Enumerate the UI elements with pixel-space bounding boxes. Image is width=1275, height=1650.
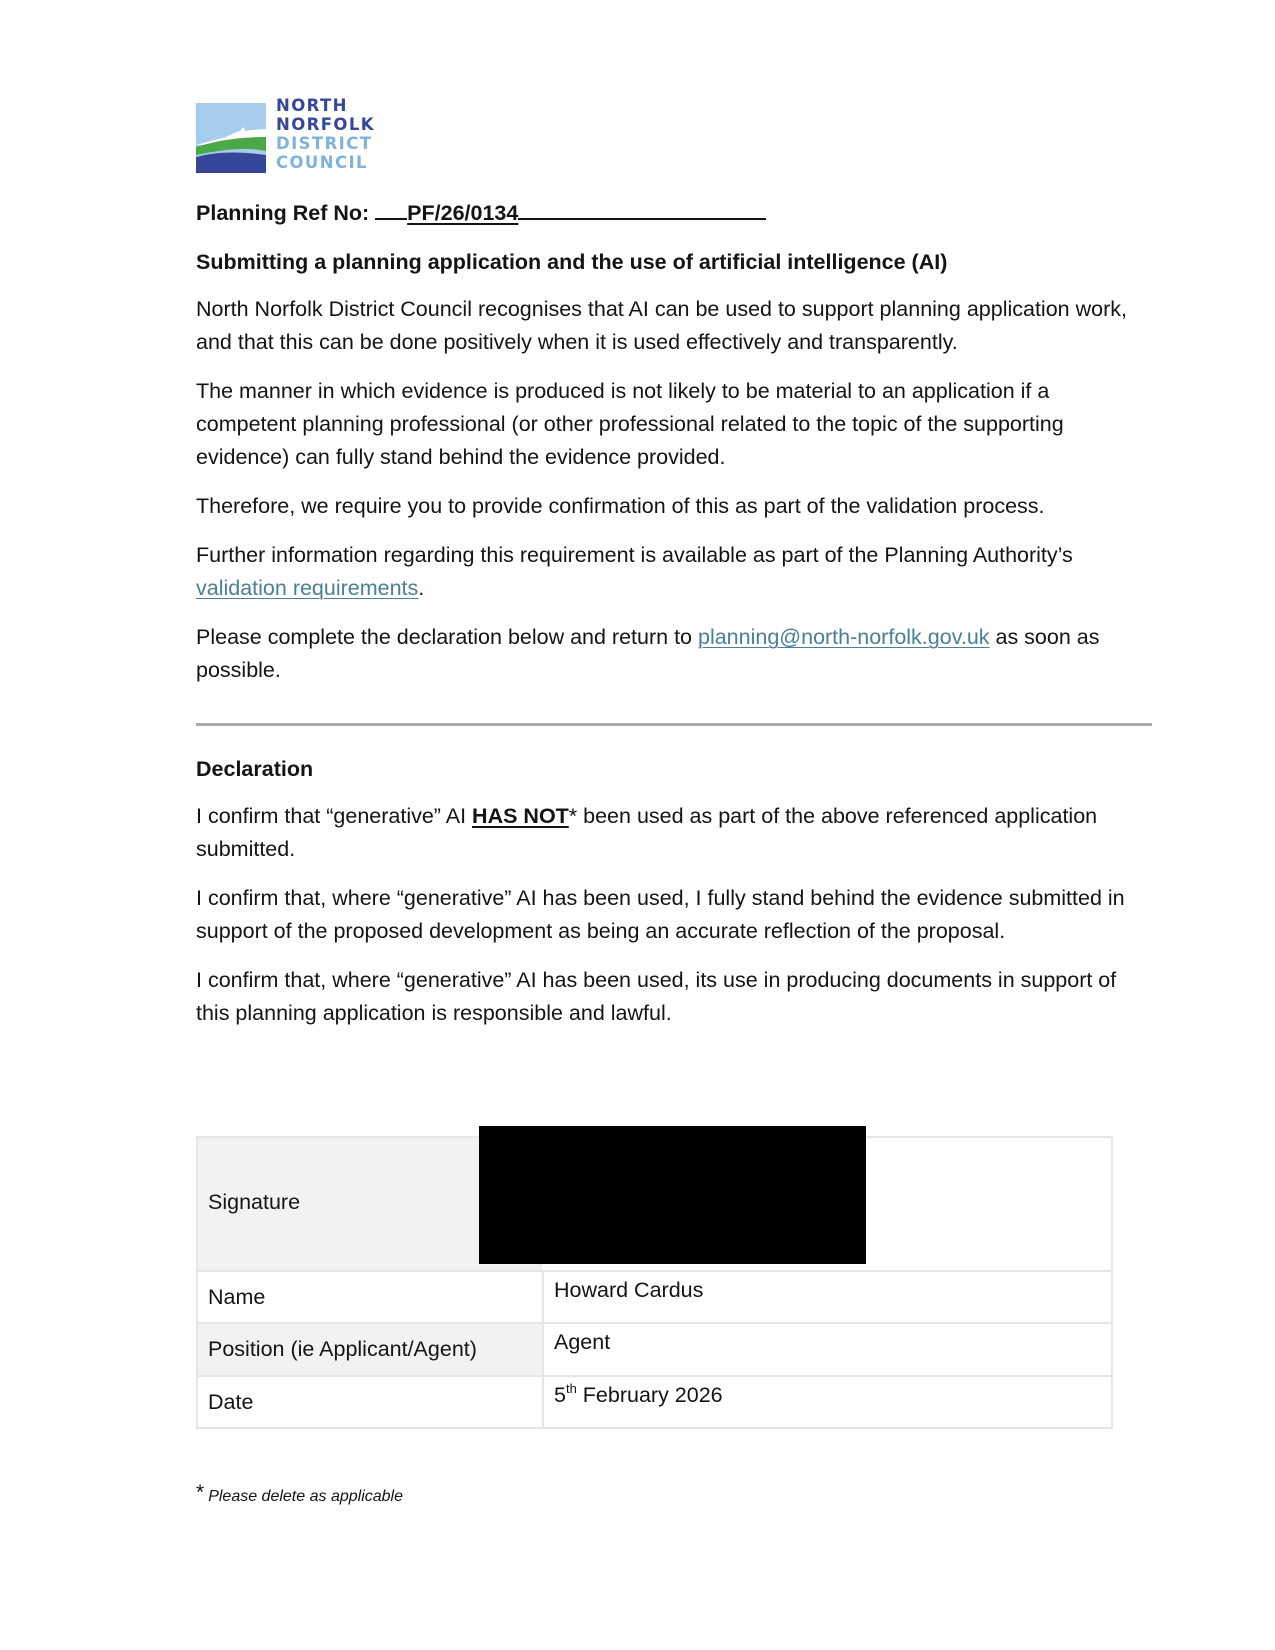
declaration-stand-behind: I confirm that, where “generative” AI has been used, I fully stand behind the evidence submitted in support of the proposed development as being an accurate reflection of the proposal. [196,886,1125,943]
declaration-not-used [196,800,1152,866]
planning-ref-line [196,196,1152,228]
date-label: Date [208,1389,254,1414]
page-title: Submitting a planning application and the use of artificial intelligence (AI) [196,250,948,274]
further-info-end: . [418,576,425,600]
position-label: Position (ie Applicant/Agent) [198,1324,542,1375]
paragraph-evidence: The manner in which evidence is produced is not likely to be material to an application if a competent planning professional (or other professional related to the topic of the supporting evidence) can fully stand behind the evidence provided. [196,379,1064,469]
logo-line-north: NORTH [276,96,348,115]
position-row [198,1322,1111,1375]
date-month-year: February 2026 [576,1383,723,1407]
footnote-star: * [196,1481,205,1504]
declaration-lawful: I confirm that, where “generative” AI has been used, its use in producing documents in support of this planning application is responsible and lawful. [196,968,1117,1025]
council-logo-text [276,96,375,172]
date-value[interactable] [542,1377,1111,1427]
document-page [196,96,1152,1030]
date-ordinal: th [565,1381,577,1396]
position-value[interactable]: Agent [542,1324,1111,1375]
return-text: Please complete the declaration below and return to [196,625,698,649]
date-day: 5 [554,1383,566,1407]
council-logo-icon [196,103,266,173]
declaration-heading: Declaration [196,757,314,781]
declaration-not-used-rest: * been used as part of the above referenced application submitted. [196,804,1098,861]
has-not-emphasis: HAS NOT [472,804,569,828]
return-text-end: as soon as possible. [196,625,1100,682]
ref-underline-lead [375,196,407,220]
ref-underline-trail [518,196,766,220]
signature-redaction [479,1126,866,1264]
section-divider [196,723,1152,726]
further-info-text: Further information regarding this requirement is available as part of the Planning Authority’s [196,543,1073,567]
footnote [196,1481,403,1506]
declaration-not-used-lead: I confirm that “generative” AI [196,804,473,828]
logo-line-district: DISTRICT [276,134,373,153]
name-label: Name [208,1284,266,1309]
footnote-text: Please delete as applicable [208,1488,403,1505]
paragraph-further-info [196,539,1152,605]
paragraph-return [196,621,1152,687]
planning-email-link[interactable]: planning@north-norfolk.gov.uk [697,625,990,649]
council-logo [196,96,1152,178]
planning-ref-value: PF/26/0134 [407,201,519,225]
validation-requirements-link[interactable]: validation requirements [196,576,419,600]
signature-label: Signature [198,1138,542,1270]
name-row [198,1270,1111,1322]
logo-line-council: COUNCIL [276,153,368,172]
name-value[interactable]: Howard Cardus [542,1272,1111,1322]
paragraph-requirement: Therefore, we require you to provide confirmation of this as part of the validation process. [196,494,1045,518]
paragraph-recognition: North Norfolk District Council recognises that AI can be used to support planning application work, and that this can be done positively when it is used effectively and transparently. [196,297,1127,354]
logo-line-norfolk: NORFOLK [276,115,375,134]
date-row [198,1375,1111,1427]
planning-ref-label: Planning Ref No: [196,201,376,225]
